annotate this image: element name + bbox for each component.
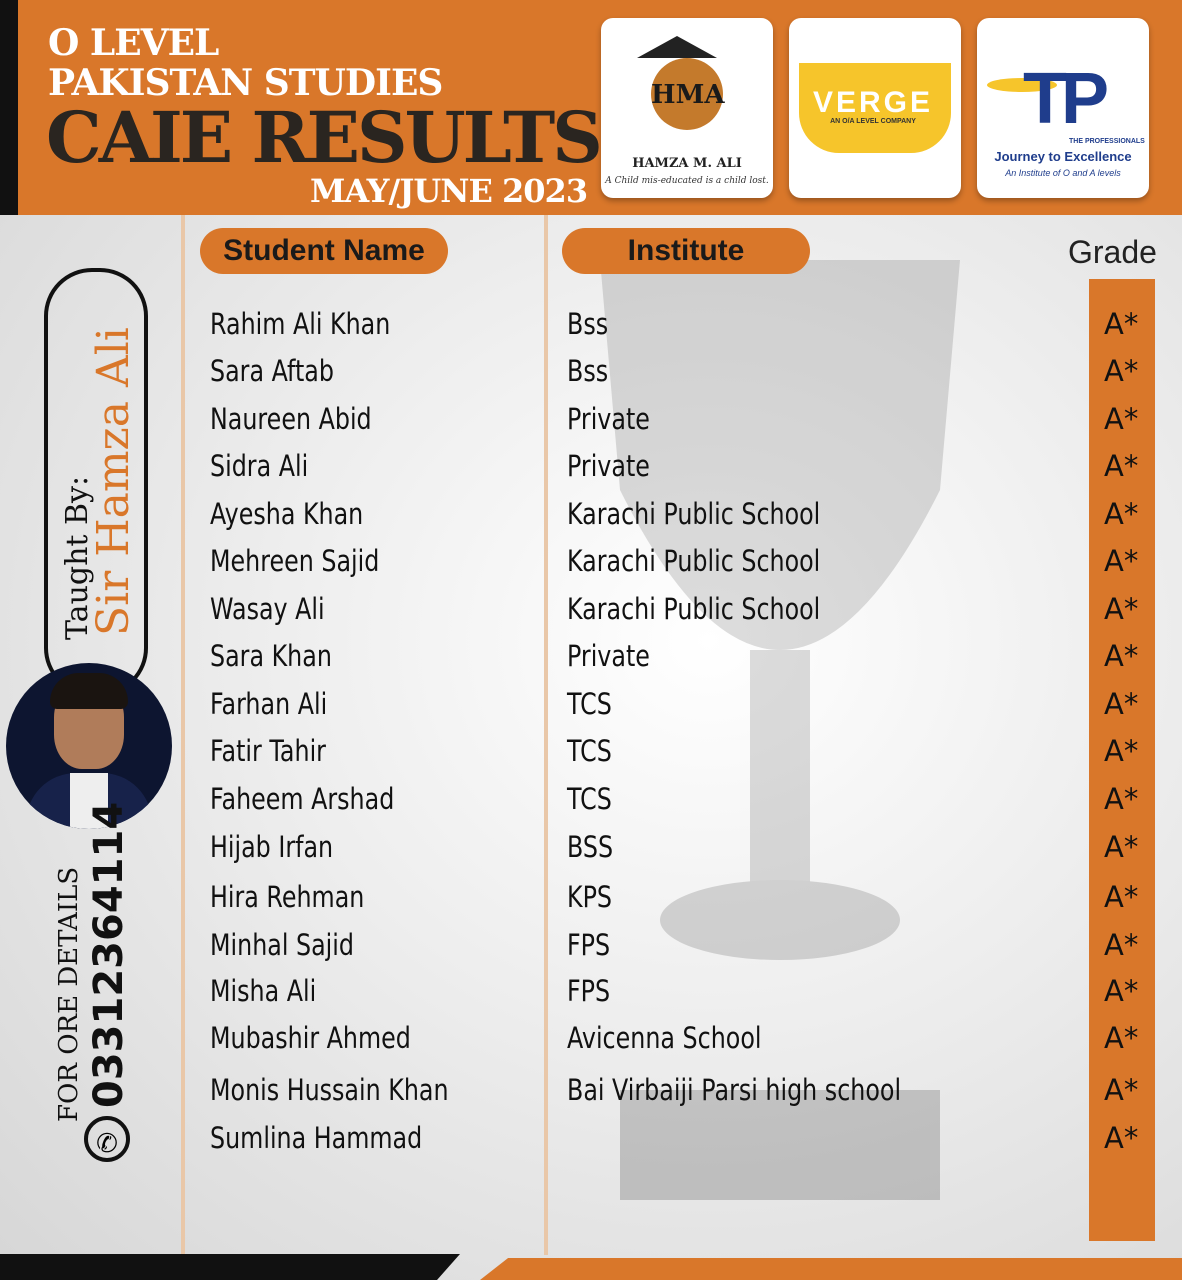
student-name: Sara Khan xyxy=(210,639,332,673)
institute-name: Avicenna School xyxy=(567,1021,762,1055)
whatsapp-icon: ✆ xyxy=(84,1116,130,1162)
student-name: Rahim Ali Khan xyxy=(210,307,391,341)
grade-value: A* xyxy=(1104,449,1139,483)
table-row xyxy=(0,880,1182,920)
table-row xyxy=(0,1121,1182,1161)
hma-monogram: HMA xyxy=(651,80,725,110)
table-row xyxy=(0,402,1182,442)
table-row xyxy=(0,639,1182,679)
tp-small-label: THE PROFESSIONALS xyxy=(1069,138,1145,145)
institute-name: Bss xyxy=(567,354,609,388)
phone-number: 03312364114 xyxy=(86,801,132,1108)
student-name: Sumlina Hammad xyxy=(210,1121,423,1155)
grade-value: A* xyxy=(1104,402,1139,436)
student-name: Fatir Tahir xyxy=(210,734,326,768)
verge-name: VERGE xyxy=(812,86,934,119)
grade-value: A* xyxy=(1104,1073,1139,1107)
grade-value: A* xyxy=(1104,1121,1139,1155)
teacher-name: Sir Hamza Ali xyxy=(88,327,139,636)
institute-name: BSS xyxy=(567,830,614,864)
footer-black-stripe xyxy=(0,1254,460,1280)
graduation-cap-icon xyxy=(637,36,717,58)
main-title: CAIE RESULTS xyxy=(46,96,600,179)
grade-value: A* xyxy=(1104,354,1139,388)
institute-name: Private xyxy=(567,449,650,483)
verge-logo xyxy=(789,18,961,198)
header-banner xyxy=(0,0,1182,215)
student-name: Mubashir Ahmed xyxy=(210,1021,411,1055)
student-name-header: Student Name xyxy=(200,228,448,274)
hma-name: HAMZA M. ALI xyxy=(632,156,742,171)
grade-value: A* xyxy=(1104,880,1139,914)
grade-value: A* xyxy=(1104,928,1139,962)
student-name: Farhan Ali xyxy=(210,687,328,721)
table-row xyxy=(0,592,1182,632)
grade-value: A* xyxy=(1104,782,1139,816)
table-row xyxy=(0,974,1182,1014)
table-row xyxy=(0,1021,1182,1061)
institute-name: Bss xyxy=(567,307,609,341)
table-row xyxy=(0,449,1182,489)
table-row xyxy=(0,734,1182,774)
student-name: Hijab Irfan xyxy=(210,830,334,864)
table-row xyxy=(0,1073,1182,1113)
table-row xyxy=(0,830,1182,870)
table-row xyxy=(0,782,1182,822)
institute-name: Karachi Public School xyxy=(567,497,821,531)
student-name: Hira Rehman xyxy=(210,880,365,914)
footer-orange-stripe xyxy=(480,1258,1182,1280)
verge-subtitle: AN O/A LEVEL COMPANY xyxy=(830,118,916,125)
hma-logo xyxy=(601,18,773,198)
grade-value: A* xyxy=(1104,687,1139,721)
grade-value: A* xyxy=(1104,497,1139,531)
institute-name: Karachi Public School xyxy=(567,544,821,578)
hma-tagline: A Child mis-educated is a child lost. xyxy=(605,176,769,186)
student-name: Sidra Ali xyxy=(210,449,309,483)
table-row xyxy=(0,354,1182,394)
grade-value: A* xyxy=(1104,974,1139,1008)
grade-value: A* xyxy=(1104,830,1139,864)
grade-value: A* xyxy=(1104,592,1139,626)
table-row xyxy=(0,497,1182,537)
grade-header: Grade xyxy=(1068,234,1157,270)
institute-header: Institute xyxy=(562,228,810,274)
grade-value: A* xyxy=(1104,639,1139,673)
student-name: Monis Hussain Khan xyxy=(210,1073,449,1107)
session-label: MAY/JUNE 2023 xyxy=(310,172,588,210)
student-name: Wasay Ali xyxy=(210,592,325,626)
institute-name: FPS xyxy=(567,928,611,962)
institute-name: Private xyxy=(567,639,650,673)
institute-name: TCS xyxy=(567,782,612,816)
student-name: Minhal Sajid xyxy=(210,928,354,962)
grade-value: A* xyxy=(1104,1021,1139,1055)
grade-value: A* xyxy=(1104,734,1139,768)
title-line-1: O LEVEL xyxy=(48,22,219,64)
tp-monogram: TP xyxy=(1022,59,1103,139)
institute-name: TCS xyxy=(567,687,612,721)
table-row xyxy=(0,687,1182,727)
student-name: Naureen Abid xyxy=(210,402,372,436)
institute-name: FPS xyxy=(567,974,611,1008)
student-name: Mehreen Sajid xyxy=(210,544,380,578)
header-black-stripe xyxy=(0,0,18,215)
taught-by-label: Taught By: xyxy=(60,475,95,640)
title-line-2: PAKISTAN STUDIES xyxy=(48,62,443,104)
tp-subtitle: An Institute of O and A levels xyxy=(1005,168,1121,178)
institute-name: Private xyxy=(567,402,650,436)
tp-slogan: Journey to Excellence xyxy=(994,149,1132,164)
grade-value: A* xyxy=(1104,307,1139,341)
photo-hair xyxy=(50,673,128,709)
institute-name: Bai Virbaiji Parsi high school xyxy=(567,1073,902,1107)
details-label: FOR ORE DETAILS xyxy=(54,866,84,1122)
grade-value: A* xyxy=(1104,544,1139,578)
student-name: Misha Ali xyxy=(210,974,317,1008)
institute-name: Karachi Public School xyxy=(567,592,821,626)
institute-name: KPS xyxy=(567,880,613,914)
institute-name: TCS xyxy=(567,734,612,768)
student-name: Faheem Arshad xyxy=(210,782,395,816)
table-row xyxy=(0,928,1182,968)
student-name: Sara Aftab xyxy=(210,354,334,388)
tp-logo xyxy=(977,18,1149,198)
student-name: Ayesha Khan xyxy=(210,497,364,531)
table-row xyxy=(0,307,1182,347)
table-row xyxy=(0,544,1182,584)
